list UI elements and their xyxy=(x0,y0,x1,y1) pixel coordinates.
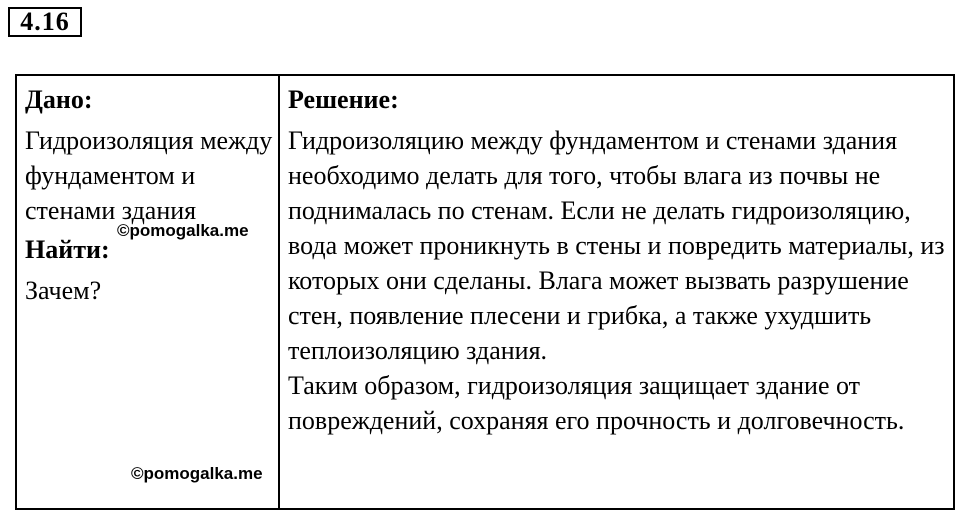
given-column xyxy=(25,82,273,308)
solution-column xyxy=(288,82,948,438)
solution-table xyxy=(15,74,955,510)
column-divider xyxy=(278,76,280,508)
watermark: ©pomogalka.me xyxy=(117,221,249,240)
solution-paragraph-2: Таким образом, гидроизоляция защищает здание от повреждений, сохраняя его прочность и долговечность. xyxy=(288,371,905,435)
problem-number: 4.16 xyxy=(8,7,82,37)
solution-body xyxy=(288,123,948,438)
solution-paragraph-1: Гидроизоляцию между фундаментом и стенами здания необходимо делать для того, чтобы влага из почвы не поднималась по стенам. Если не делать гидроизоляцию, вода может проникнуть в стены и повредить материалы, из которых они сделаны. Влага может вызвать разрушение стен, появление плесени и грибка, а также ухудшить теплоизоляцию здания. xyxy=(288,126,945,365)
given-text: Гидроизоляция между фундаментом и стенами здания xyxy=(25,126,273,225)
solution-heading: Решение: xyxy=(288,85,399,114)
given-heading: Дано: xyxy=(25,85,93,114)
find-text: Зачем? xyxy=(25,276,102,305)
watermark: ©pomogalka.me xyxy=(131,464,263,483)
find-heading: Найти: xyxy=(25,235,110,264)
